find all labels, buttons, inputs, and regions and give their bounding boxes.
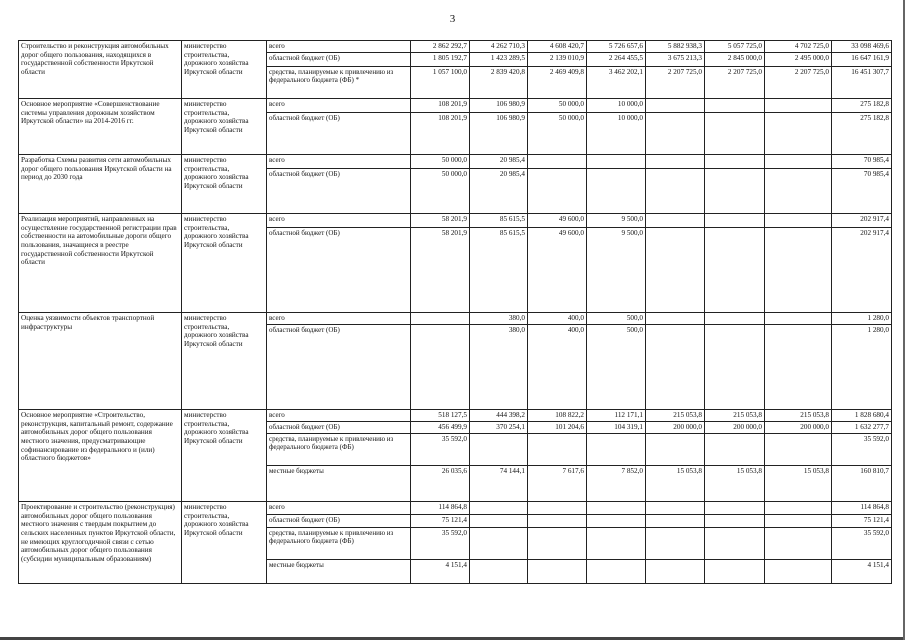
amount-cell: 2 469 409,8: [528, 67, 587, 99]
amount-cell: 3 462 202,1: [587, 67, 646, 99]
amount-cell: 2 207 725,0: [705, 67, 765, 99]
amount-cell: [705, 434, 765, 466]
amount-cell: [587, 169, 646, 214]
budget-table: [18, 40, 892, 584]
amount-cell: [765, 313, 832, 325]
amount-cell: [765, 515, 832, 528]
total-value-cell: 114 864,8: [832, 502, 892, 515]
amount-cell: 26 035,6: [411, 466, 470, 502]
activity-name-cell: Проектирование и строительство (реконструкция) автомобильных дорог общего пользования местного значения с твердым покрытием до сельских населенных пунктов Иркутской области, не имеющих круглогодичной связи с сетью автомобильных дорог общего пользования (субсидии муниципальным образованиям): [19, 502, 182, 584]
responsible-cell: министерство строительства, дорожного хозяйства Иркутской области: [182, 155, 267, 214]
amount-cell: [528, 560, 587, 584]
amount-cell: [705, 502, 765, 515]
amount-cell: [646, 169, 705, 214]
amount-cell: 50 000,0: [411, 169, 470, 214]
total-value-cell: 70 985,4: [832, 169, 892, 214]
amount-cell: 15 053,8: [646, 466, 705, 502]
amount-cell: 1 805 192,7: [411, 53, 470, 67]
amount-cell: [470, 560, 528, 584]
amount-cell: [765, 434, 832, 466]
amount-cell: [705, 528, 765, 560]
amount-cell: [646, 502, 705, 515]
amount-cell: 75 121,4: [411, 515, 470, 528]
amount-cell: 85 615,5: [470, 228, 528, 313]
amount-cell: 2 139 010,9: [528, 53, 587, 67]
page-number: 3: [449, 13, 456, 25]
amount-cell: 114 864,8: [411, 502, 470, 515]
amount-cell: 4 151,4: [411, 560, 470, 584]
total-value-cell: 75 121,4: [832, 515, 892, 528]
total-value-cell: 70 985,4: [832, 155, 892, 169]
amount-cell: [646, 560, 705, 584]
amount-cell: 58 201,9: [411, 228, 470, 313]
amount-cell: [765, 169, 832, 214]
amount-cell: 1 423 289,5: [470, 53, 528, 67]
amount-cell: [705, 214, 765, 228]
amount-cell: [470, 502, 528, 515]
table-row: [19, 410, 892, 422]
amount-cell: 5 057 725,0: [705, 41, 765, 53]
amount-cell: 106 980,9: [470, 99, 528, 113]
amount-cell: [765, 228, 832, 313]
amount-cell: [765, 214, 832, 228]
amount-cell: [587, 155, 646, 169]
amount-cell: [587, 528, 646, 560]
activity-name-cell: Разработка Схемы развития сети автомобильных дорог общего пользования Иркутской области на период до 2030 года: [19, 155, 182, 214]
amount-cell: [705, 228, 765, 313]
amount-cell: 50 000,0: [411, 155, 470, 169]
amount-cell: [587, 515, 646, 528]
amount-cell: [528, 434, 587, 466]
amount-cell: 4 702 725,0: [765, 41, 832, 53]
amount-cell: [705, 155, 765, 169]
amount-cell: [646, 113, 705, 155]
amount-cell: 9 500,0: [587, 214, 646, 228]
amount-cell: 2 264 455,5: [587, 53, 646, 67]
funding-source-cell: всего: [267, 41, 411, 53]
activity-name-cell: Реализация мероприятий, направленных на осуществление государственной регистрации прав собственности на автомобильные дороги общего пользования, значащиеся в реестре государственной собственности Иркутской области: [19, 214, 182, 313]
amount-cell: [705, 169, 765, 214]
activity-name-cell: Основное мероприятие «Строительство, реконструкция, капитальный ремонт, содержание автомобильных дорог общего пользования местного значения, предусматривающие софинансирование из федерального и (или) областного бюджетов»: [19, 410, 182, 502]
total-value-cell: 35 592,0: [832, 434, 892, 466]
funding-source-cell: областной бюджет (ОБ): [267, 325, 411, 410]
amount-cell: [765, 155, 832, 169]
responsible-cell: министерство строительства, дорожного хозяйства Иркутской области: [182, 410, 267, 502]
amount-cell: [646, 228, 705, 313]
amount-cell: 380,0: [470, 325, 528, 410]
funding-source-cell: всего: [267, 155, 411, 169]
funding-source-cell: средства, планируемые к привлечению из федерального бюджета (ФБ): [267, 434, 411, 466]
funding-source-cell: всего: [267, 410, 411, 422]
amount-cell: [470, 434, 528, 466]
total-value-cell: 16 451 307,7: [832, 67, 892, 99]
amount-cell: [411, 325, 470, 410]
amount-cell: 7 852,0: [587, 466, 646, 502]
amount-cell: 85 615,5: [470, 214, 528, 228]
total-value-cell: 16 647 161,9: [832, 53, 892, 67]
amount-cell: 1 057 100,0: [411, 67, 470, 99]
table-row: [19, 155, 892, 169]
amount-cell: [646, 313, 705, 325]
amount-cell: 106 980,9: [470, 113, 528, 155]
amount-cell: [646, 99, 705, 113]
amount-cell: 15 053,8: [765, 466, 832, 502]
funding-source-cell: областной бюджет (ОБ): [267, 422, 411, 434]
total-value-cell: 1 280,0: [832, 313, 892, 325]
amount-cell: 215 053,8: [646, 410, 705, 422]
amount-cell: 4 608 420,7: [528, 41, 587, 53]
total-value-cell: 1 280,0: [832, 325, 892, 410]
responsible-cell: министерство строительства, дорожного хозяйства Иркутской области: [182, 99, 267, 155]
total-value-cell: 202 917,4: [832, 228, 892, 313]
amount-cell: [411, 313, 470, 325]
amount-cell: 35 592,0: [411, 434, 470, 466]
amount-cell: 2 845 000,0: [705, 53, 765, 67]
funding-source-cell: областной бюджет (ОБ): [267, 53, 411, 67]
funding-source-cell: областной бюджет (ОБ): [267, 169, 411, 214]
amount-cell: 101 204,6: [528, 422, 587, 434]
amount-cell: [705, 313, 765, 325]
amount-cell: 9 500,0: [587, 228, 646, 313]
table-row: [19, 41, 892, 53]
funding-source-cell: областной бюджет (ОБ): [267, 515, 411, 528]
amount-cell: 58 201,9: [411, 214, 470, 228]
amount-cell: [765, 113, 832, 155]
amount-cell: 2 839 420,8: [470, 67, 528, 99]
amount-cell: [646, 528, 705, 560]
amount-cell: 4 262 710,3: [470, 41, 528, 53]
amount-cell: 3 675 213,3: [646, 53, 705, 67]
amount-cell: [470, 515, 528, 528]
amount-cell: 112 171,1: [587, 410, 646, 422]
total-value-cell: 1 828 680,4: [832, 410, 892, 422]
amount-cell: 49 600,0: [528, 228, 587, 313]
table-row: [19, 99, 892, 113]
funding-source-cell: местные бюджеты: [267, 466, 411, 502]
amount-cell: [587, 434, 646, 466]
amount-cell: 20 985,4: [470, 169, 528, 214]
responsible-cell: министерство строительства, дорожного хозяйства Иркутской области: [182, 502, 267, 584]
amount-cell: 400,0: [528, 313, 587, 325]
amount-cell: 518 127,5: [411, 410, 470, 422]
total-value-cell: 1 632 277,7: [832, 422, 892, 434]
funding-source-cell: местные бюджеты: [267, 560, 411, 584]
funding-source-cell: всего: [267, 313, 411, 325]
amount-cell: 215 053,8: [705, 410, 765, 422]
amount-cell: [470, 528, 528, 560]
amount-cell: [765, 560, 832, 584]
activity-name-cell: Основное мероприятие «Совершенствование системы управления дорожным хозяйством Иркутской области» на 2014-2016 гг.: [19, 99, 182, 155]
amount-cell: 74 144,1: [470, 466, 528, 502]
amount-cell: 15 053,8: [705, 466, 765, 502]
amount-cell: [587, 560, 646, 584]
amount-cell: [705, 99, 765, 113]
amount-cell: [528, 155, 587, 169]
amount-cell: [646, 325, 705, 410]
table-row: [19, 502, 892, 515]
amount-cell: [646, 155, 705, 169]
funding-source-cell: областной бюджет (ОБ): [267, 113, 411, 155]
total-value-cell: 33 098 469,6: [832, 41, 892, 53]
total-value-cell: 160 810,7: [832, 466, 892, 502]
amount-cell: 200 000,0: [646, 422, 705, 434]
amount-cell: 500,0: [587, 313, 646, 325]
funding-source-cell: всего: [267, 99, 411, 113]
funding-source-cell: средства, планируемые к привлечению из федерального бюджета (ФБ): [267, 528, 411, 560]
amount-cell: 7 617,6: [528, 466, 587, 502]
amount-cell: [646, 515, 705, 528]
amount-cell: [765, 528, 832, 560]
amount-cell: [765, 99, 832, 113]
amount-cell: 108 822,2: [528, 410, 587, 422]
amount-cell: 2 495 000,0: [765, 53, 832, 67]
amount-cell: [646, 434, 705, 466]
amount-cell: [705, 113, 765, 155]
amount-cell: [765, 502, 832, 515]
amount-cell: 20 985,4: [470, 155, 528, 169]
total-value-cell: 275 182,8: [832, 113, 892, 155]
total-value-cell: 4 151,4: [832, 560, 892, 584]
amount-cell: [705, 325, 765, 410]
amount-cell: 444 398,2: [470, 410, 528, 422]
amount-cell: [587, 502, 646, 515]
amount-cell: 5 726 657,6: [587, 41, 646, 53]
amount-cell: 200 000,0: [705, 422, 765, 434]
responsible-cell: министерство строительства, дорожного хозяйства Иркутской области: [182, 214, 267, 313]
amount-cell: 104 319,1: [587, 422, 646, 434]
responsible-cell: министерство строительства, дорожного хозяйства Иркутской области: [182, 41, 267, 99]
amount-cell: [528, 502, 587, 515]
amount-cell: 2 207 725,0: [765, 67, 832, 99]
amount-cell: 456 499,9: [411, 422, 470, 434]
funding-source-cell: всего: [267, 214, 411, 228]
amount-cell: 49 600,0: [528, 214, 587, 228]
amount-cell: [765, 325, 832, 410]
amount-cell: 10 000,0: [587, 113, 646, 155]
amount-cell: 50 000,0: [528, 99, 587, 113]
amount-cell: 500,0: [587, 325, 646, 410]
total-value-cell: 275 182,8: [832, 99, 892, 113]
amount-cell: 2 862 292,7: [411, 41, 470, 53]
amount-cell: 108 201,9: [411, 99, 470, 113]
amount-cell: 215 053,8: [765, 410, 832, 422]
funding-source-cell: областной бюджет (ОБ): [267, 228, 411, 313]
amount-cell: 10 000,0: [587, 99, 646, 113]
amount-cell: 400,0: [528, 325, 587, 410]
amount-cell: [646, 214, 705, 228]
table-row: [19, 313, 892, 325]
amount-cell: 380,0: [470, 313, 528, 325]
activity-name-cell: Строительство и реконструкция автомобильных дорог общего пользования, находящихся в государственной собственности Иркутской области: [19, 41, 182, 99]
total-value-cell: 35 592,0: [832, 528, 892, 560]
responsible-cell: министерство строительства, дорожного хозяйства Иркутской области: [182, 313, 267, 410]
amount-cell: [528, 528, 587, 560]
amount-cell: 200 000,0: [765, 422, 832, 434]
amount-cell: 50 000,0: [528, 113, 587, 155]
activity-name-cell: Оценка уязвимости объектов транспортной инфраструктуры: [19, 313, 182, 410]
amount-cell: 2 207 725,0: [646, 67, 705, 99]
amount-cell: [528, 515, 587, 528]
amount-cell: [705, 515, 765, 528]
funding-source-cell: всего: [267, 502, 411, 515]
amount-cell: 35 592,0: [411, 528, 470, 560]
amount-cell: 108 201,9: [411, 113, 470, 155]
total-value-cell: 202 917,4: [832, 214, 892, 228]
amount-cell: [705, 560, 765, 584]
budget-table-body: [19, 41, 892, 584]
amount-cell: 370 254,1: [470, 422, 528, 434]
table-row: [19, 214, 892, 228]
amount-cell: 5 882 938,3: [646, 41, 705, 53]
amount-cell: [528, 169, 587, 214]
funding-source-cell: средства, планируемые к привлечению из федерального бюджета (ФБ) *: [267, 67, 411, 99]
